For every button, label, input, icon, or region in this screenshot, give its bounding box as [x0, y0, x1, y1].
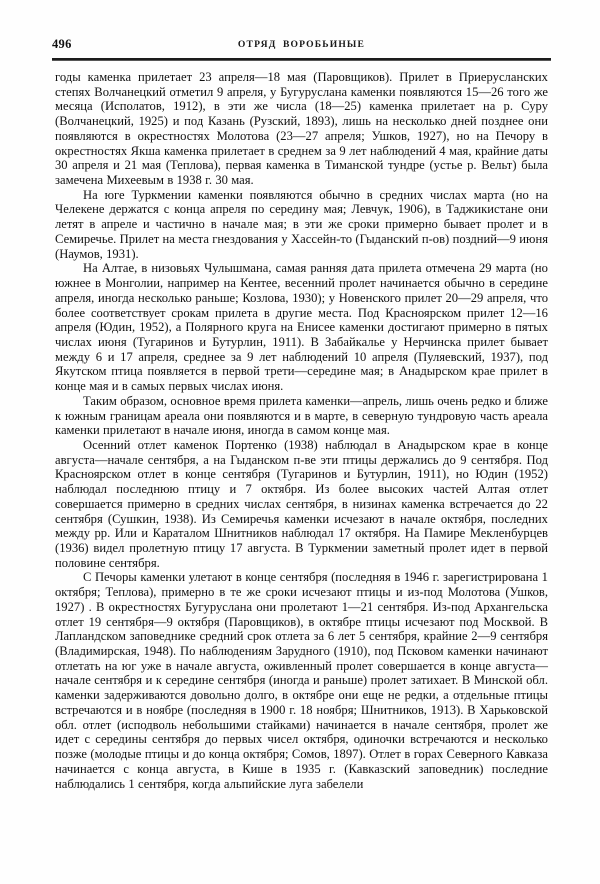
divider-line-thick	[52, 58, 551, 60]
running-head: ОТРЯД ВОРОБЬИНЫЕ	[237, 39, 366, 50]
body-text-column	[55, 70, 548, 791]
paragraph: Таким образом, основное время прилета каменки—апрель, лишь очень редко и ближе к южным границам ареала они появляются и в марте, в северную тундровую часть ареала каменки прилетают в начале июня, иногда в самом конце мая.	[55, 393, 548, 438]
page-header	[52, 36, 551, 56]
paragraph: На Алтае, в низовьях Чулышмана, самая ранняя дата прилета отмечена 29 марта (но южнее в Монголии, например на Кентее, весенний пролет начинается обычно в середине апреля, иногда несколько раньше; Козлова, 1930); у Новенского прилет 20—29 апреля, что более соответствует срокам прилета в другие места. Под Красноярском прилет 12—16 апреля (Юдин, 1952), а Полярного круга на Енисее каменки достигают примерно в пятых числах июня (Тугаринов и Бутурлин, 1911). В Забайкалье у Нерчинска прилет бывает между 6 и 17 апреля, среднее за 9 лет наблюдений 10 апреля (Пуляевский, 1937), под Якутском птица появляется в первой трети—середине мая; в Анадырском крае прилет в конце мая и в самых первых числах июня.	[55, 261, 548, 394]
header-divider-rule	[52, 58, 551, 61]
page-number: 496	[52, 37, 72, 51]
paragraph: Осенний отлет каменок Портенко (1938) наблюдал в Анадырском крае в конце августа—начале сентября, а на Гыданском п-ве эти птицы держались до 9 сентября. Под Красноярском отлет в конце сентября (Тугаринов и Бутурлин, 1911), но Юдин (1952) наблюдал последнюю птицу и 7 октября. Из более высоких частей Алтая отлет совершается примерно в средних числах сентября, в низинах каменка встречается до 22 сентября (Сушкин, 1938). Из Семиречья каменки исчезают в начале октября, последних между рр. Или и Караталом Шнитников наблюдал 17 октября. На Памире Мекленбурцев (1936) видел пролетную птицу 17 августа. В Туркмении заметный пролет идет в первой половине сентября.	[55, 437, 548, 570]
divider-line-thin	[52, 60, 551, 61]
paragraph: На юге Туркмении каменки появляются обычно в средних числах марта (но на Челекене держатся с конца апреля по середину мая; Левчук, 1906), в Таджикистане они летят в апреле и частично в начале мая; в эти же сроки примерно бывает пролет и в Семиречье. Прилет на места гнездования у Хассейн-то (Гыданский п-ов) поздний—9 июня (Наумов, 1931).	[55, 187, 548, 261]
paragraph: годы каменка прилетает 23 апреля—18 мая (Паровщиков). Прилет в Приерусланских степях Волчанецкий отметил 9 апреля, у Бугуруслана каменки появляются 15—26 того же месяца (Исполатов, 1912), в эти же числа (18—25) каменка прилетает на р. Суру (Волчанецкий, 1925) и под Казань (Рузский, 1893), лишь на несколько дней позднее они появляются в окрестностях Молотова (23—27 апреля; Ушков, 1927), но на Печору в окрестностях Якша каменка прилетает в среднем за 9 лет наблюдений 4 мая, крайние даты 30 апреля и 21 мая (Теплова), первая каменка в Тиманской тундре (устье р. Вельт) была замечена Михеевым в 1938 г. 30 мая.	[55, 70, 548, 188]
paragraph: С Печоры каменки улетают в конце сентября (последняя в 1946 г. зарегистрирована 1 октября; Теплова), примерно в те же сроки исчезают птицы и из-под Молотова (Ушков, 1927) . В окрестностях Бугуруслана они пролетают 1—21 сентября. Из-под Архангельска отлет 19 сентября—9 октября (Паровщиков), в октябре птицы исчезают под Москвой. В Лапландском заповеднике средний срок отлета за 6 лет 5 сентября, крайние 2—9 сентября (Владимирская, 1948). По наблюдениям Зарудного (1910), под Псковом каменки начинают отлетать на юг уже в начале августа, оживленный пролет совершается в конце августа—начале сентября и к середине сентября (иногда и раньше) пролет затихает. В Минской обл. каменки задерживаются довольно долго, в октябре они еще не редки, а отдельные птицы встречаются и в ноябре (последняя в 1900 г. 18 ноября; Шнитников, 1913). В Харьковской обл. отлет (исподволь небольшими стайками) начинается в начале сентября, пролет же идет с середины сентября до первых чисел октября, одиночки встречаются и несколько позже (молодые птицы и до конца октября; Сомов, 1897). Отлет в горах Северного Кавказа начинается с конца августа, в Кише в 1935 г. (Кавказский заповедник) последние наблюдались 1 сентября, когда альпийские луга забелели	[55, 570, 548, 791]
